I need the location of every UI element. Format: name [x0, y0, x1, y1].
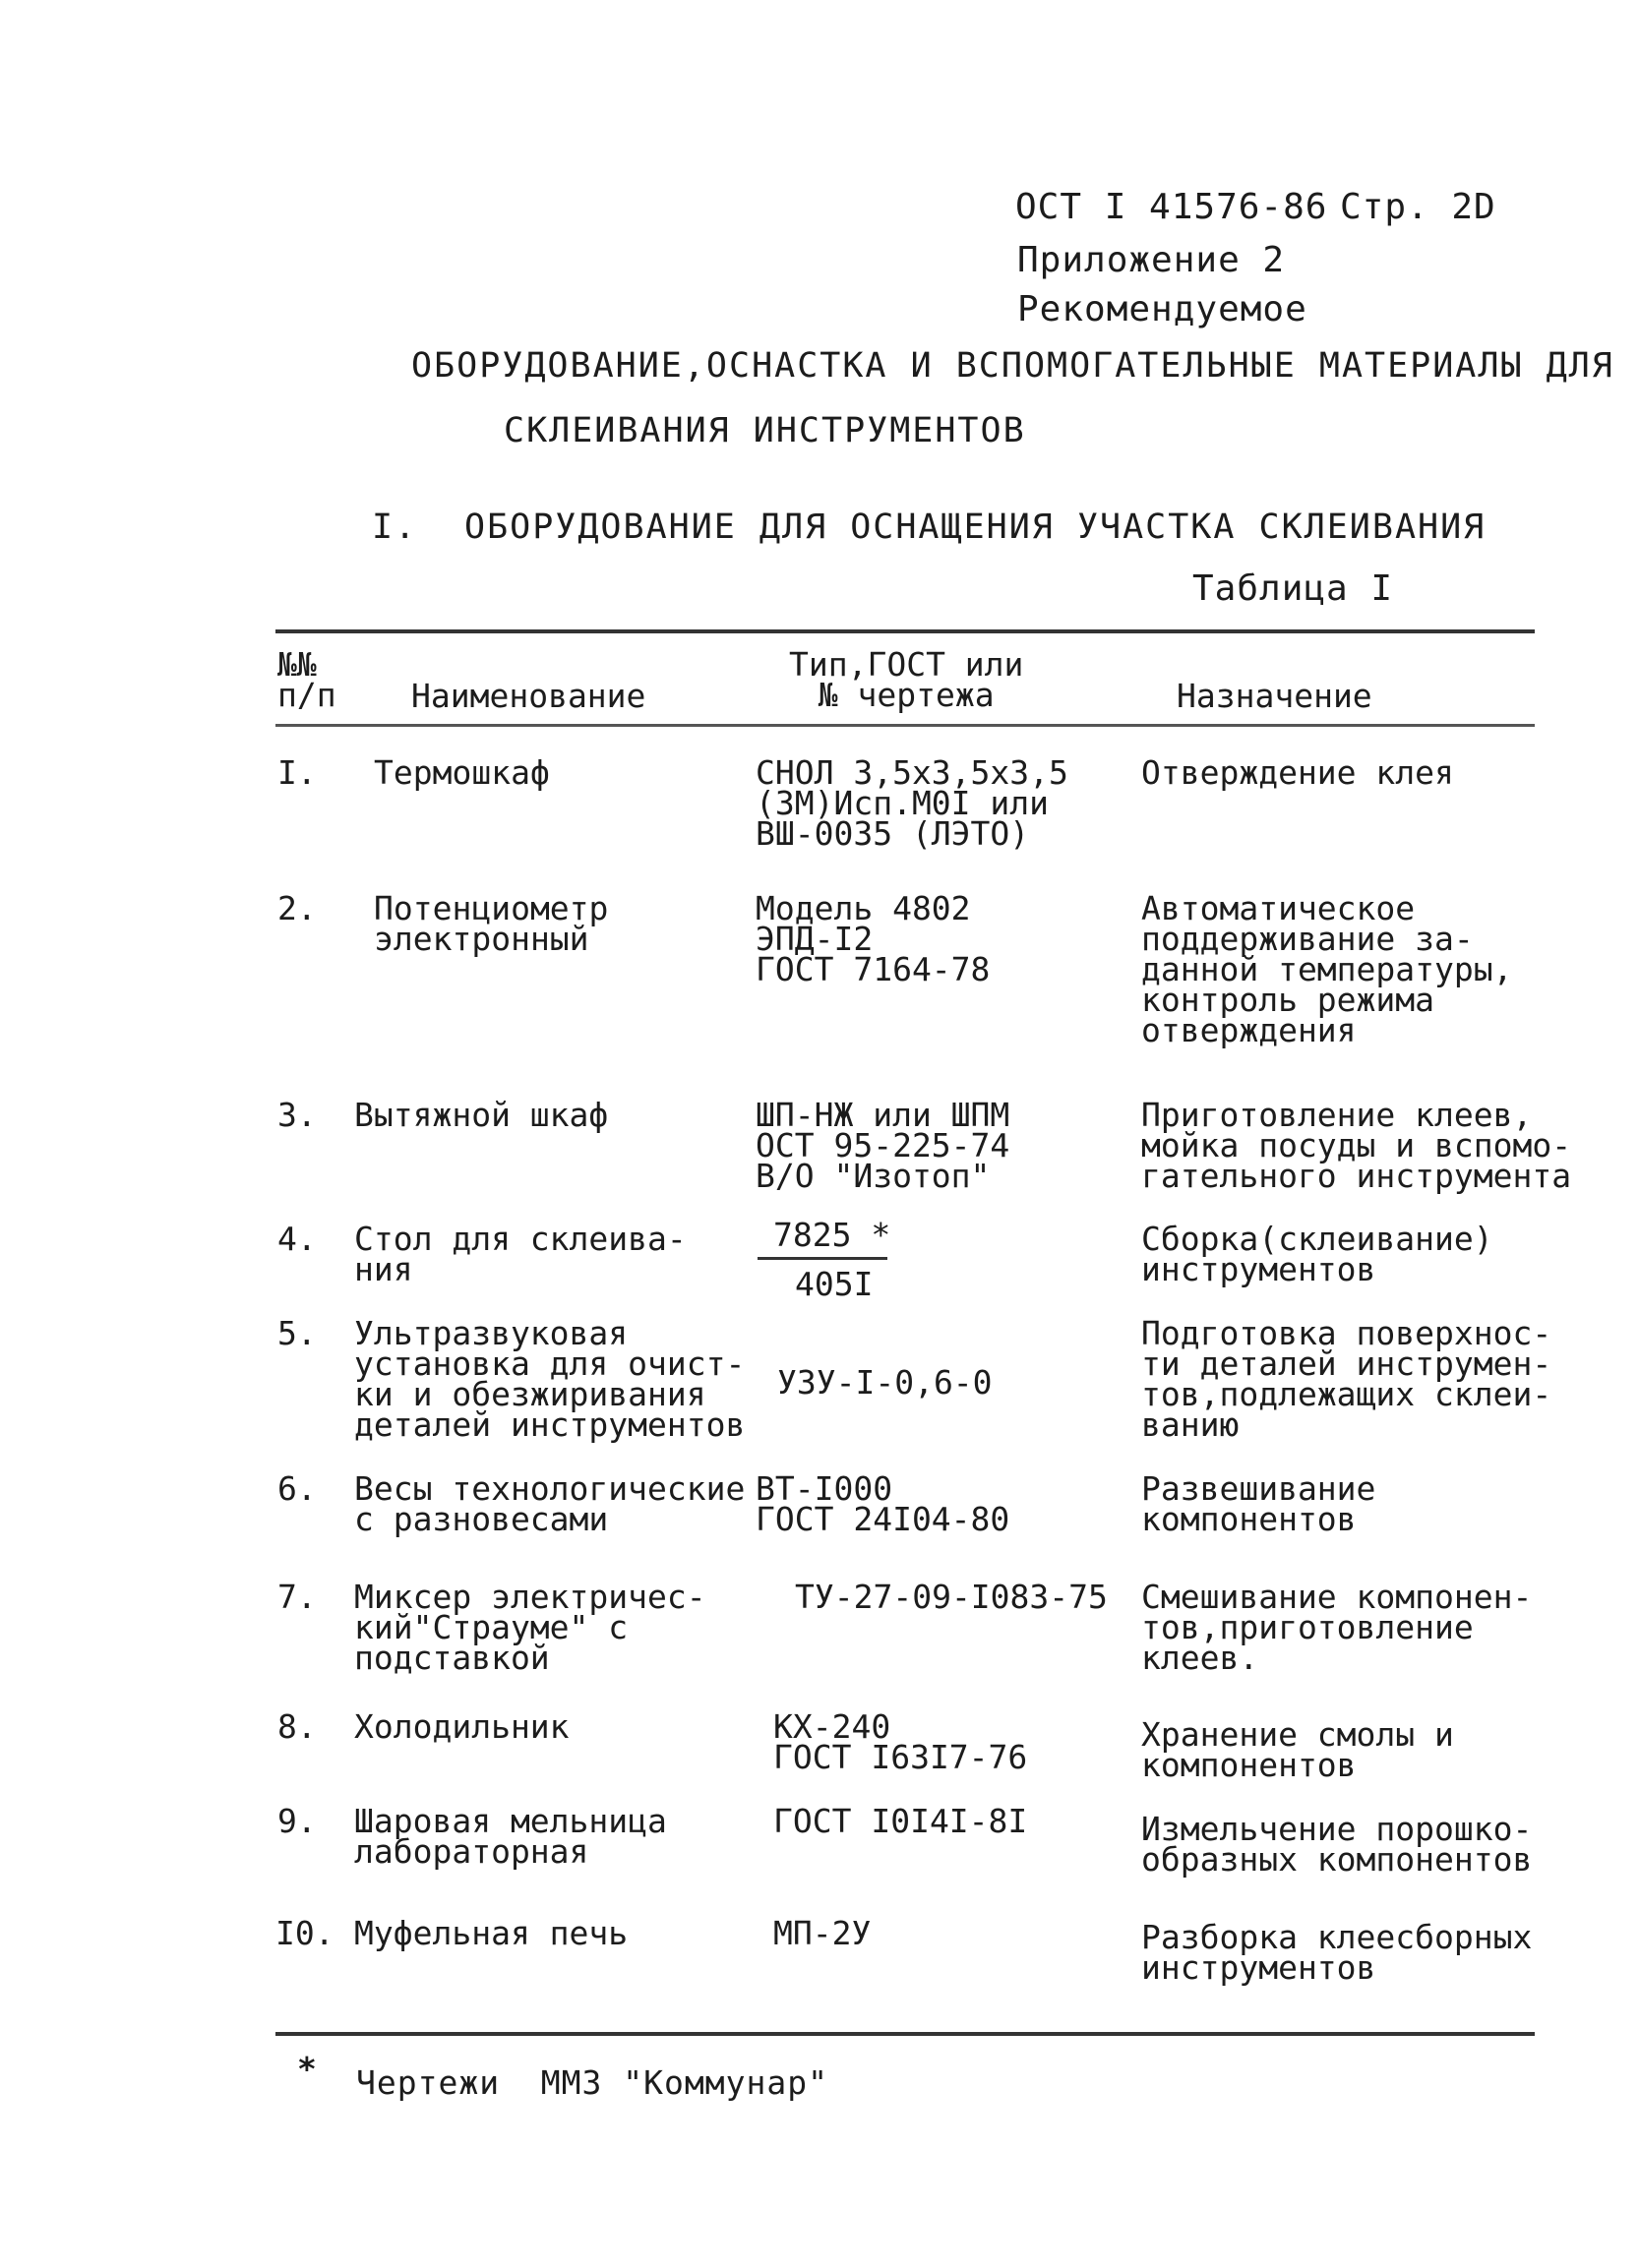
- header-purpose: Назначение: [1177, 677, 1372, 715]
- row-name: Холодильник: [354, 1707, 570, 1746]
- row-num: 4.: [277, 1220, 317, 1258]
- appendix-status: Рекомендуемое: [1017, 289, 1307, 329]
- footnote-text: Чертежи ММЗ "Коммунар": [356, 2063, 828, 2102]
- row-purpose: Разборка клеесборных инструментов: [1141, 1918, 1533, 1987]
- row-purpose: Автоматическое поддерживание за- данной температуры, контроль режима отверждения: [1141, 889, 1513, 1049]
- doc-id: ОСТ I 41576-86: [1015, 187, 1328, 227]
- row-num: 3.: [277, 1096, 317, 1134]
- row-num: 2.: [277, 889, 317, 927]
- row-purpose: Измельчение порошко- образных компонентов: [1141, 1810, 1533, 1879]
- footnote-mark: *: [297, 2050, 317, 2088]
- row-purpose: Сборка(склеивание) инструментов: [1141, 1220, 1493, 1288]
- row-purpose: Отверждение клея: [1141, 753, 1454, 792]
- row-num: I0.: [275, 1914, 334, 1952]
- table-bottom-rule: [275, 2032, 1535, 2036]
- row-purpose: Хранение смолы и компонентов: [1141, 1715, 1454, 1784]
- fraction-line: [758, 1257, 887, 1260]
- row-name: Миксер электричес- кий"Страуме" с подставкой: [354, 1578, 706, 1677]
- row-name: Шаровая мельница лабораторная: [354, 1802, 667, 1871]
- row-type: УЗУ-I-0,6-0: [777, 1363, 993, 1402]
- row-purpose: Приготовление клеев, мойка посуды и вспомо- гательного инструмента: [1141, 1096, 1572, 1195]
- row-name: Термошкаф: [374, 753, 550, 792]
- row-name: Потенциометр электронный: [374, 889, 609, 958]
- row-type: КХ-240 ГОСТ I63I7-76: [773, 1707, 1028, 1776]
- row-type: Модель 4802 ЭПД-I2 ГОСТ 7164-78: [756, 889, 991, 988]
- row-type: МП-2У: [773, 1914, 872, 1952]
- row-name: Ультразвуковая установка для очист- ки и обезжиривания деталей инструментов: [354, 1314, 746, 1444]
- row-purpose: Смешивание компонен- тов,приготовление клеев.: [1141, 1578, 1533, 1677]
- table-top-rule: [275, 629, 1535, 633]
- row-num: 7.: [277, 1578, 317, 1616]
- row-type: ТУ-27-09-I083-75: [795, 1578, 1108, 1616]
- header-type: Тип,ГОСТ или № чертежа: [789, 645, 1024, 714]
- row-name: Вытяжной шкаф: [354, 1096, 609, 1134]
- header-num: №№ п/п: [277, 645, 336, 714]
- row-purpose: Подготовка поверхнос- ти деталей инструмен- тов,подлежащих склеи- ванию: [1141, 1314, 1552, 1444]
- row-type-numerator: 7825 *: [773, 1216, 891, 1254]
- header-name: Наименование: [411, 677, 646, 715]
- page-number: Стр. 2D: [1340, 187, 1496, 227]
- row-type-denominator: 405I: [795, 1265, 874, 1303]
- row-num: 5.: [277, 1314, 317, 1352]
- row-num: 6.: [277, 1469, 317, 1508]
- document-title-line-2: СКЛЕИВАНИЯ ИНСТРУМЕНТОВ: [504, 411, 1026, 450]
- row-num: 8.: [277, 1707, 317, 1746]
- row-name: Муфельная печь: [354, 1914, 629, 1952]
- row-purpose: Развешивание компонентов: [1141, 1469, 1376, 1538]
- row-type: ВТ-I000 ГОСТ 24I04-80: [756, 1469, 1010, 1538]
- row-num: 9.: [277, 1802, 317, 1840]
- row-name: Стол для склеива- ния: [354, 1220, 687, 1288]
- row-type: ШП-НЖ или ШПМ ОСТ 95-225-74 В/О "Изотоп": [756, 1096, 1010, 1195]
- section-number: I.: [372, 507, 418, 547]
- row-num: I.: [277, 753, 317, 792]
- row-type: ГОСТ I0I4I-8I: [773, 1802, 1028, 1840]
- row-name: Весы технологические с разновесами: [354, 1469, 746, 1538]
- row-type: СНОЛ 3,5х3,5х3,5 (3М)Исп.М0I или ВШ-0035 (ЛЭТО): [756, 753, 1068, 853]
- section-title: ОБОРУДОВАНИЕ ДЛЯ ОСНАЩЕНИЯ УЧАСТКА СКЛЕИВАНИЯ: [464, 507, 1487, 547]
- appendix-label: Приложение 2: [1017, 240, 1286, 280]
- table-label: Таблица I: [1192, 568, 1394, 609]
- document-title-line-1: ОБОРУДОВАНИЕ,ОСНАСТКА И ВСПОМОГАТЕЛЬНЫЕ МАТЕРИАЛЫ ДЛЯ: [411, 346, 1614, 386]
- table-header-rule: [275, 724, 1535, 727]
